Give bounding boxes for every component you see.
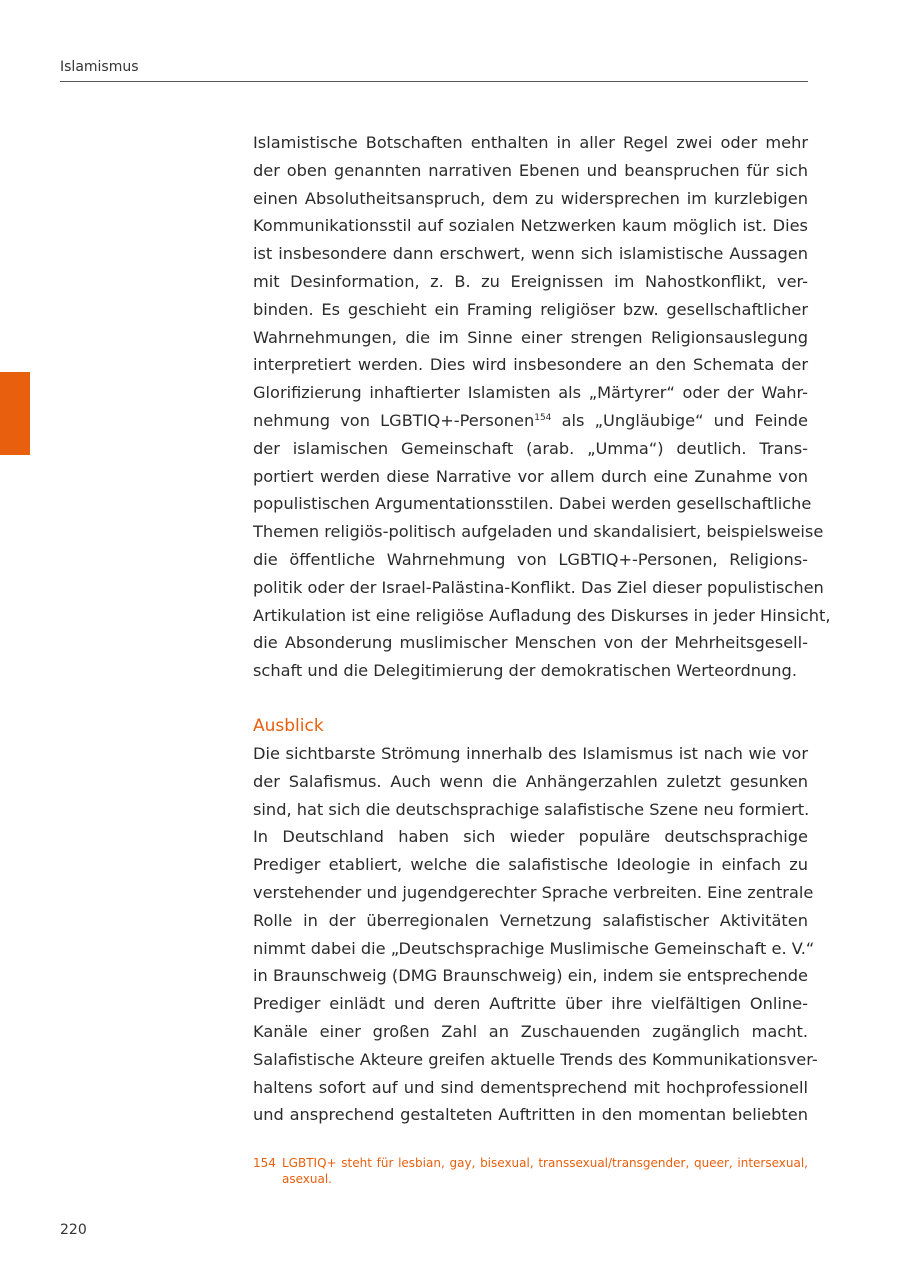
text-line: interpretiert werden. Dies wird insbesondere an den Schemata der xyxy=(253,355,808,375)
text-line: haltens sofort auf und sind dementsprechend mit hochprofessionell xyxy=(253,1077,808,1097)
text-line: Wahrnehmungen, die im Sinne einer strengen Religionsauslegung xyxy=(253,327,808,347)
line-start: nehmung von LGBTIQ+-Personen xyxy=(253,410,535,430)
text-line: der Salafismus. Auch wenn die Anhängerzahlen zuletzt gesunken xyxy=(253,771,808,791)
text-line: und ansprechend gestalteten Auftritten in den momentan beliebten xyxy=(253,1105,808,1125)
text-line: Die sichtbarste Strömung innerhalb des Islamismus ist nach wie vor xyxy=(253,744,808,763)
text-line: Kommunikationsstil auf sozialen Netzwerken kaum möglich ist. Dies xyxy=(253,216,808,236)
text-line: Prediger etabliert, welche die salafistische Ideologie in einfach zu xyxy=(253,855,808,875)
text-line: populistischen Argumentationsstilen. Dabei werden gesellschaftliche xyxy=(253,494,812,514)
paragraph-2 xyxy=(253,740,818,1129)
paragraph-1 xyxy=(253,129,831,685)
text-line: die öffentliche Wahrnehmung von LGBTIQ+-Personen, Religions- xyxy=(253,549,808,569)
text-line: die Absonderung muslimischer Menschen von der Mehrheitsgesell- xyxy=(253,633,808,653)
text-line: Islamistische Botschaften enthalten in aller Regel zwei oder mehr xyxy=(253,133,808,152)
text-line-with-footnote-ref xyxy=(253,407,808,435)
text-line: politik oder der Israel-Palästina-Konflikt. Das Ziel dieser populistischen xyxy=(253,577,824,597)
text-line: einen Absolutheitsanspruch, dem zu widersprechen im kurzlebigen xyxy=(253,188,808,208)
text-line: Kanäle einer großen Zahl an Zuschauenden zugänglich macht. xyxy=(253,1021,808,1041)
chapter-side-tab xyxy=(0,372,30,455)
text-line: ist insbesondere dann erschwert, wenn sich islamistische Aussagen xyxy=(253,244,808,264)
text-line: Rolle in der überregionalen Vernetzung salafistischer Aktivitäten xyxy=(253,910,808,930)
line-end: als „Ungläubige“ und Feinde xyxy=(551,410,808,430)
text-line: verstehender und jugendgerechter Sprache verbreiten. Eine zentrale xyxy=(253,882,814,902)
text-line: Glorifizierung inhaftierter Islamisten als „Märtyrer“ oder der Wahr- xyxy=(253,383,808,403)
page-number: 220 xyxy=(60,1222,87,1238)
header-rule xyxy=(60,81,808,82)
text-line: Prediger einlädt und deren Auftritte über ihre vielfältigen Online- xyxy=(253,994,808,1014)
text-line: Salafistische Akteure greifen aktuelle Trends des Kommunikationsver- xyxy=(253,1049,818,1069)
footnote-number: 154 xyxy=(253,1156,276,1170)
text-line: portiert werden diese Narrative vor allem durch eine Zunahme von xyxy=(253,466,808,486)
text-line: der islamischen Gemeinschaft (arab. „Umma“) deutlich. Trans- xyxy=(253,438,808,458)
text-line: in Braunschweig (DMG Braunschweig) ein, indem sie entsprechende xyxy=(253,966,808,986)
footnote xyxy=(253,1155,808,1187)
text-line: Artikulation ist eine religiöse Aufladung des Diskurses in jeder Hinsicht, xyxy=(253,605,831,625)
text-line: schaft und die Delegitimierung der demokratischen Werteordnung. xyxy=(253,661,797,681)
footnote-reference[interactable]: 154 xyxy=(534,412,552,423)
text-line: binden. Es geschieht ein Framing religiöser bzw. gesellschaftlicher xyxy=(253,299,808,319)
text-line: der oben genannten narrativen Ebenen und beanspruchen für sich xyxy=(253,160,808,180)
text-line: In Deutschland haben sich wieder populäre deutschsprachige xyxy=(253,827,808,847)
running-header-title: Islamismus xyxy=(60,59,139,75)
text-line: nimmt dabei die „Deutschsprachige Muslimische Gemeinschaft e. V.“ xyxy=(253,938,815,958)
text-line: mit Desinformation, z. B. zu Ereignissen im Nahostkonflikt, ver- xyxy=(253,271,808,291)
section-heading: Ausblick xyxy=(253,716,324,736)
text-line: Themen religiös-politisch aufgeladen und skandalisiert, beispielsweise xyxy=(253,522,824,542)
text-line: sind, hat sich die deutschsprachige salafistische Szene neu formiert. xyxy=(253,799,810,819)
footnote-text: LGBTIQ+ steht für lesbian, gay, bisexual, transsexual/transgender, queer, intersexual, asexual. xyxy=(282,1156,808,1186)
